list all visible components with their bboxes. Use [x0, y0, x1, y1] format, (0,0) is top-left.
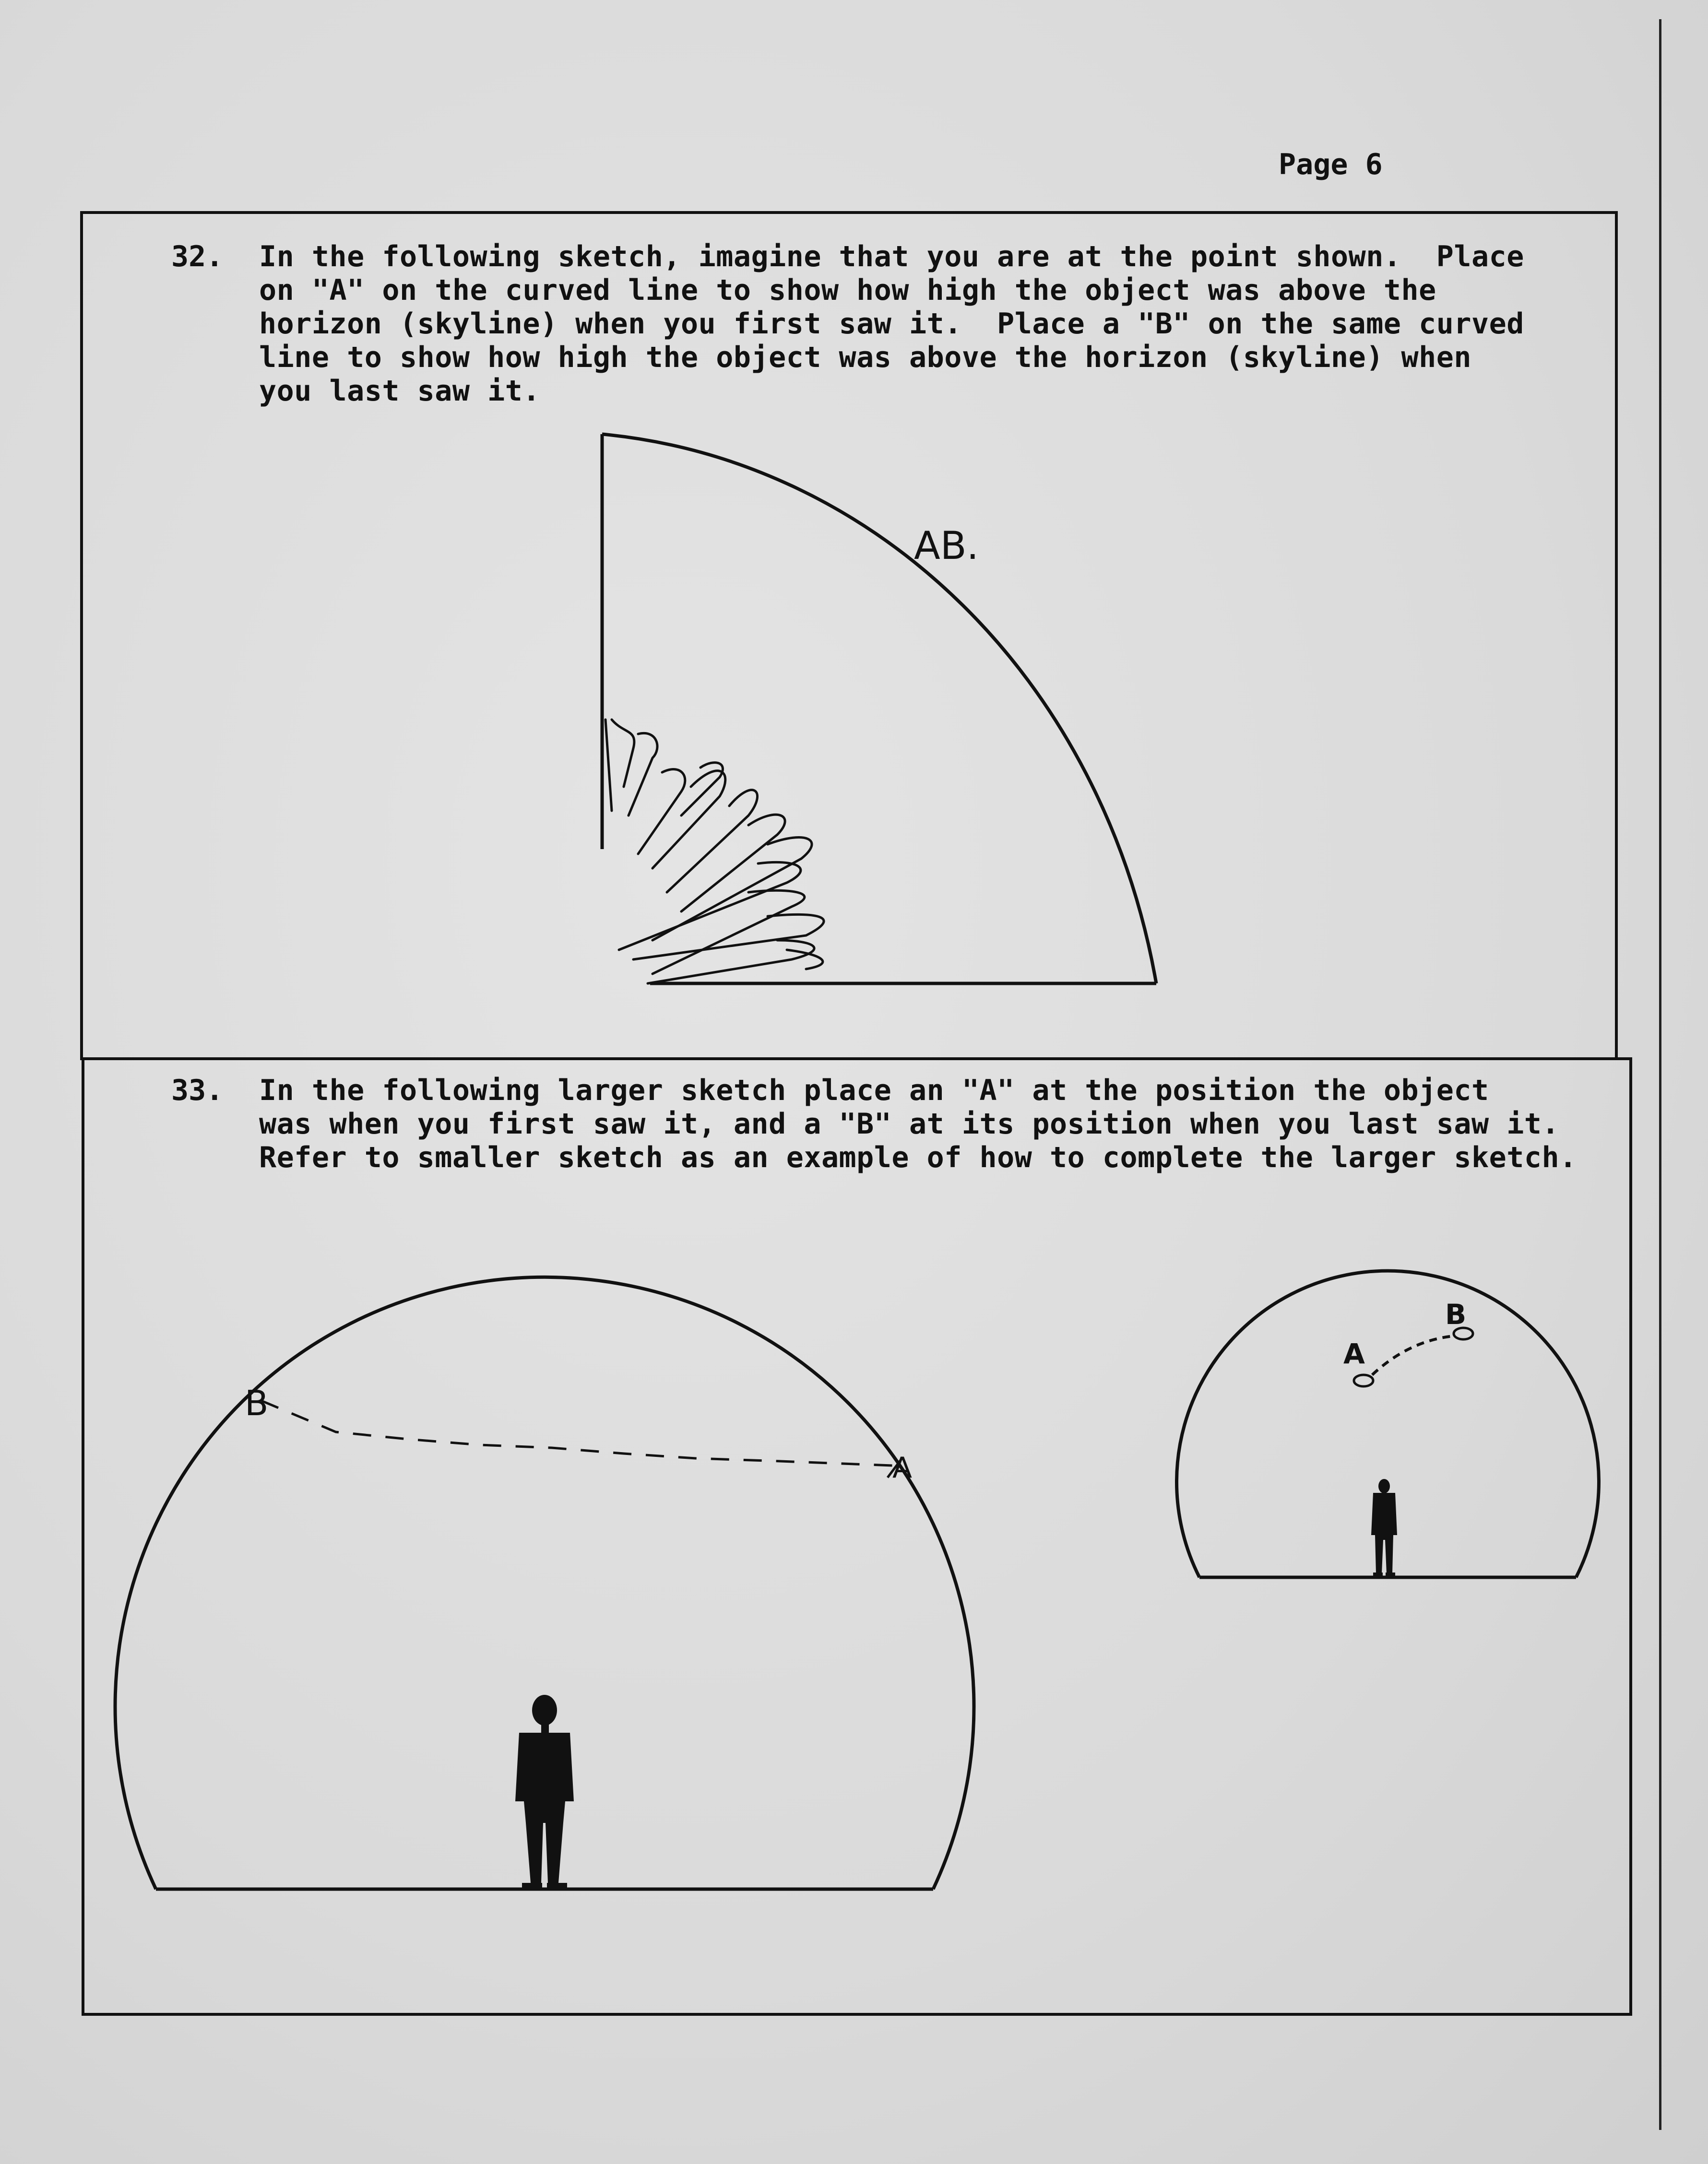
- large-dome-path-line: [261, 1401, 892, 1466]
- sky-arc: [602, 434, 1156, 983]
- handwritten-a-mark: A: [892, 1451, 913, 1485]
- question-32-line: line to show how high the object was above the horizon (skyline) when: [259, 341, 1471, 374]
- question-33-line: In the following larger sketch place an "A" at the position the object: [259, 1074, 1489, 1107]
- page-number: Page 6: [1279, 148, 1383, 181]
- question-32-line: on "A" on the curved line to show how high the object was above the: [259, 273, 1436, 307]
- observer-hand-icon: [605, 720, 824, 983]
- question-33-line: Refer to smaller sketch as an example of how to complete the larger sketch.: [259, 1141, 1577, 1174]
- example-label-b: B: [1445, 1298, 1467, 1331]
- question-33-number: 33.: [171, 1074, 224, 1107]
- quarter-circle-sketch: [602, 434, 1156, 983]
- example-path-line: [1372, 1336, 1454, 1375]
- question-32-line: you last saw it.: [259, 374, 540, 408]
- handwritten-b-mark: B: [245, 1383, 269, 1423]
- large-person-silhouette: [515, 1695, 574, 1890]
- question-32-line: horizon (skyline) when you first saw it. Place a "B" on the same curved: [259, 307, 1524, 341]
- small-person-silhouette: [1371, 1479, 1397, 1576]
- question-33-line: was when you first saw it, and a "B" at its position when you last saw it.: [259, 1107, 1560, 1141]
- example-point-a: [1354, 1375, 1373, 1386]
- example-label-a: A: [1343, 1337, 1365, 1370]
- question-32-number: 32.: [171, 240, 224, 273]
- question-32-line: In the following sketch, imagine that you are at the point shown. Place: [259, 240, 1524, 273]
- handwritten-ab-mark: AB.: [914, 523, 979, 568]
